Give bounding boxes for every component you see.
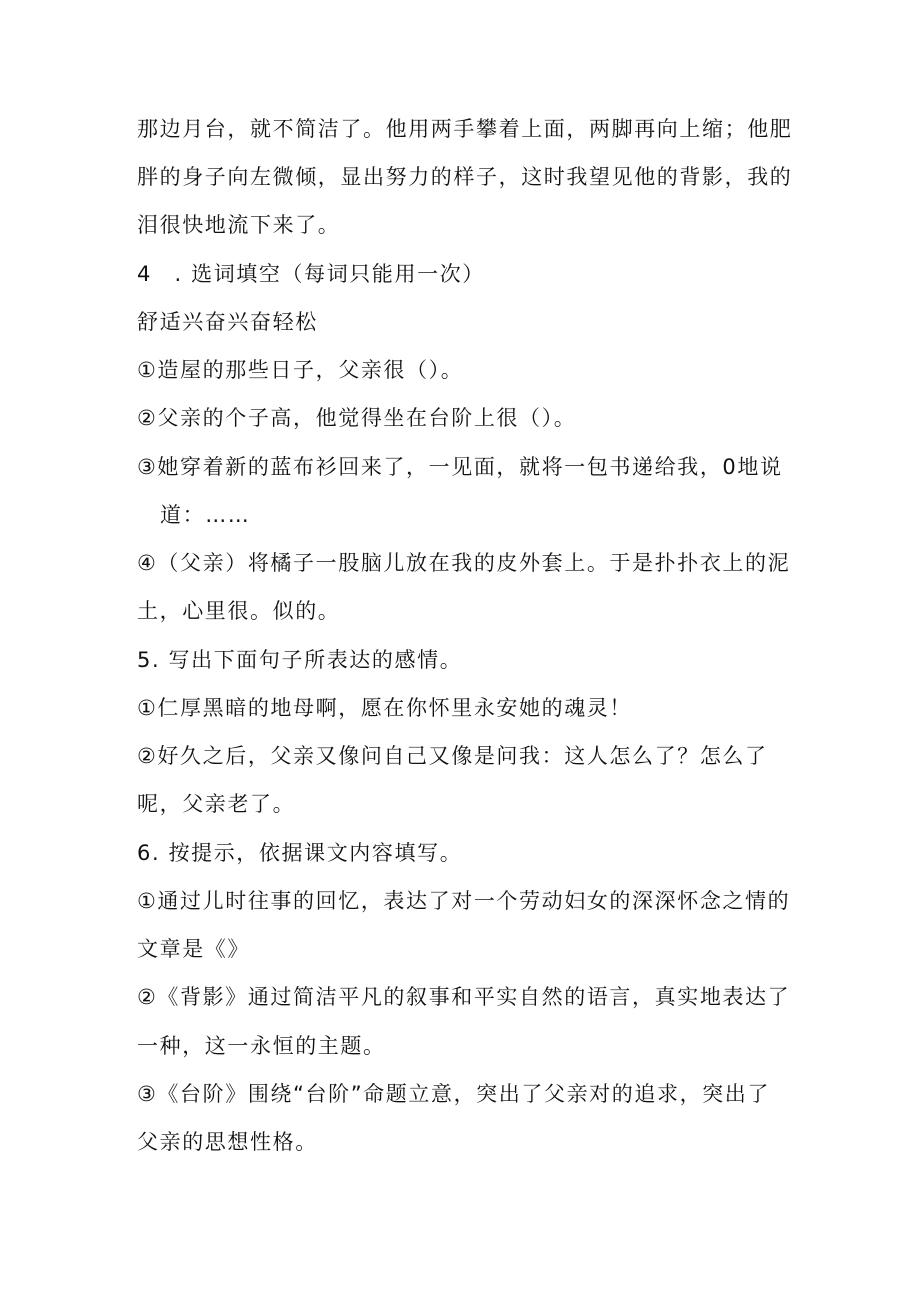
- question-item: ①造屋的那些日子，父亲很（）。: [137, 358, 464, 382]
- question-item: ②好久之后，父亲又像问自己又像是问我：这人怎么了？怎么了: [137, 744, 768, 768]
- question-item: ③她穿着新的蓝布衫回来了，一见面，就将一包书递给我，0地说: [137, 455, 783, 479]
- question-item: ②《背影》通过简洁平凡的叙事和平实自然的语言，真实地表达了: [137, 985, 791, 1009]
- text-line: 土，心里很。似的。: [137, 599, 341, 623]
- question-item: ③《台阶》围绕“台阶”命题立意，突出了父亲对的追求，突出了: [137, 1082, 770, 1106]
- text-line: 胖的身子向左微倾，显出努力的样子，这时我望见他的背影，我的: [137, 165, 793, 189]
- question-item: ①通过儿时往事的回忆，表达了对一个劳动妇女的深深怀念之情的: [137, 889, 791, 913]
- text-line: 那边月台，就不简洁了。他用两手攀着上面，两脚再向上缩；他肥: [137, 117, 793, 141]
- text-line: 一种，这一永恒的主题。: [137, 1034, 386, 1058]
- question-heading: 6. 按提示，依据课文内容填写。: [137, 841, 463, 865]
- text-line: 泪很快地流下来了。: [137, 213, 341, 237]
- question-heading: 5. 写出下面句子所表达的感情。: [137, 648, 463, 672]
- text-line: 父亲的思想性格。: [137, 1130, 318, 1154]
- question-item: ②父亲的个子高，他觉得坐在台阶上很（）。: [137, 406, 577, 430]
- text-line: 呢，父亲老了。: [137, 792, 296, 816]
- question-heading: 4 . 选词填空（每词只能用一次）: [137, 262, 485, 286]
- question-item: ①仁厚黑暗的地母啊，愿在你怀里永安她的魂灵！: [137, 696, 633, 720]
- word-bank: 舒适兴奋兴奋轻松: [137, 310, 318, 334]
- text-line: 文章是《》: [137, 937, 250, 961]
- text-line: 道：……: [160, 503, 251, 527]
- question-item: ④（父亲）将橘子一股脑儿放在我的皮外套上。于是扑扑衣上的泥: [137, 551, 791, 575]
